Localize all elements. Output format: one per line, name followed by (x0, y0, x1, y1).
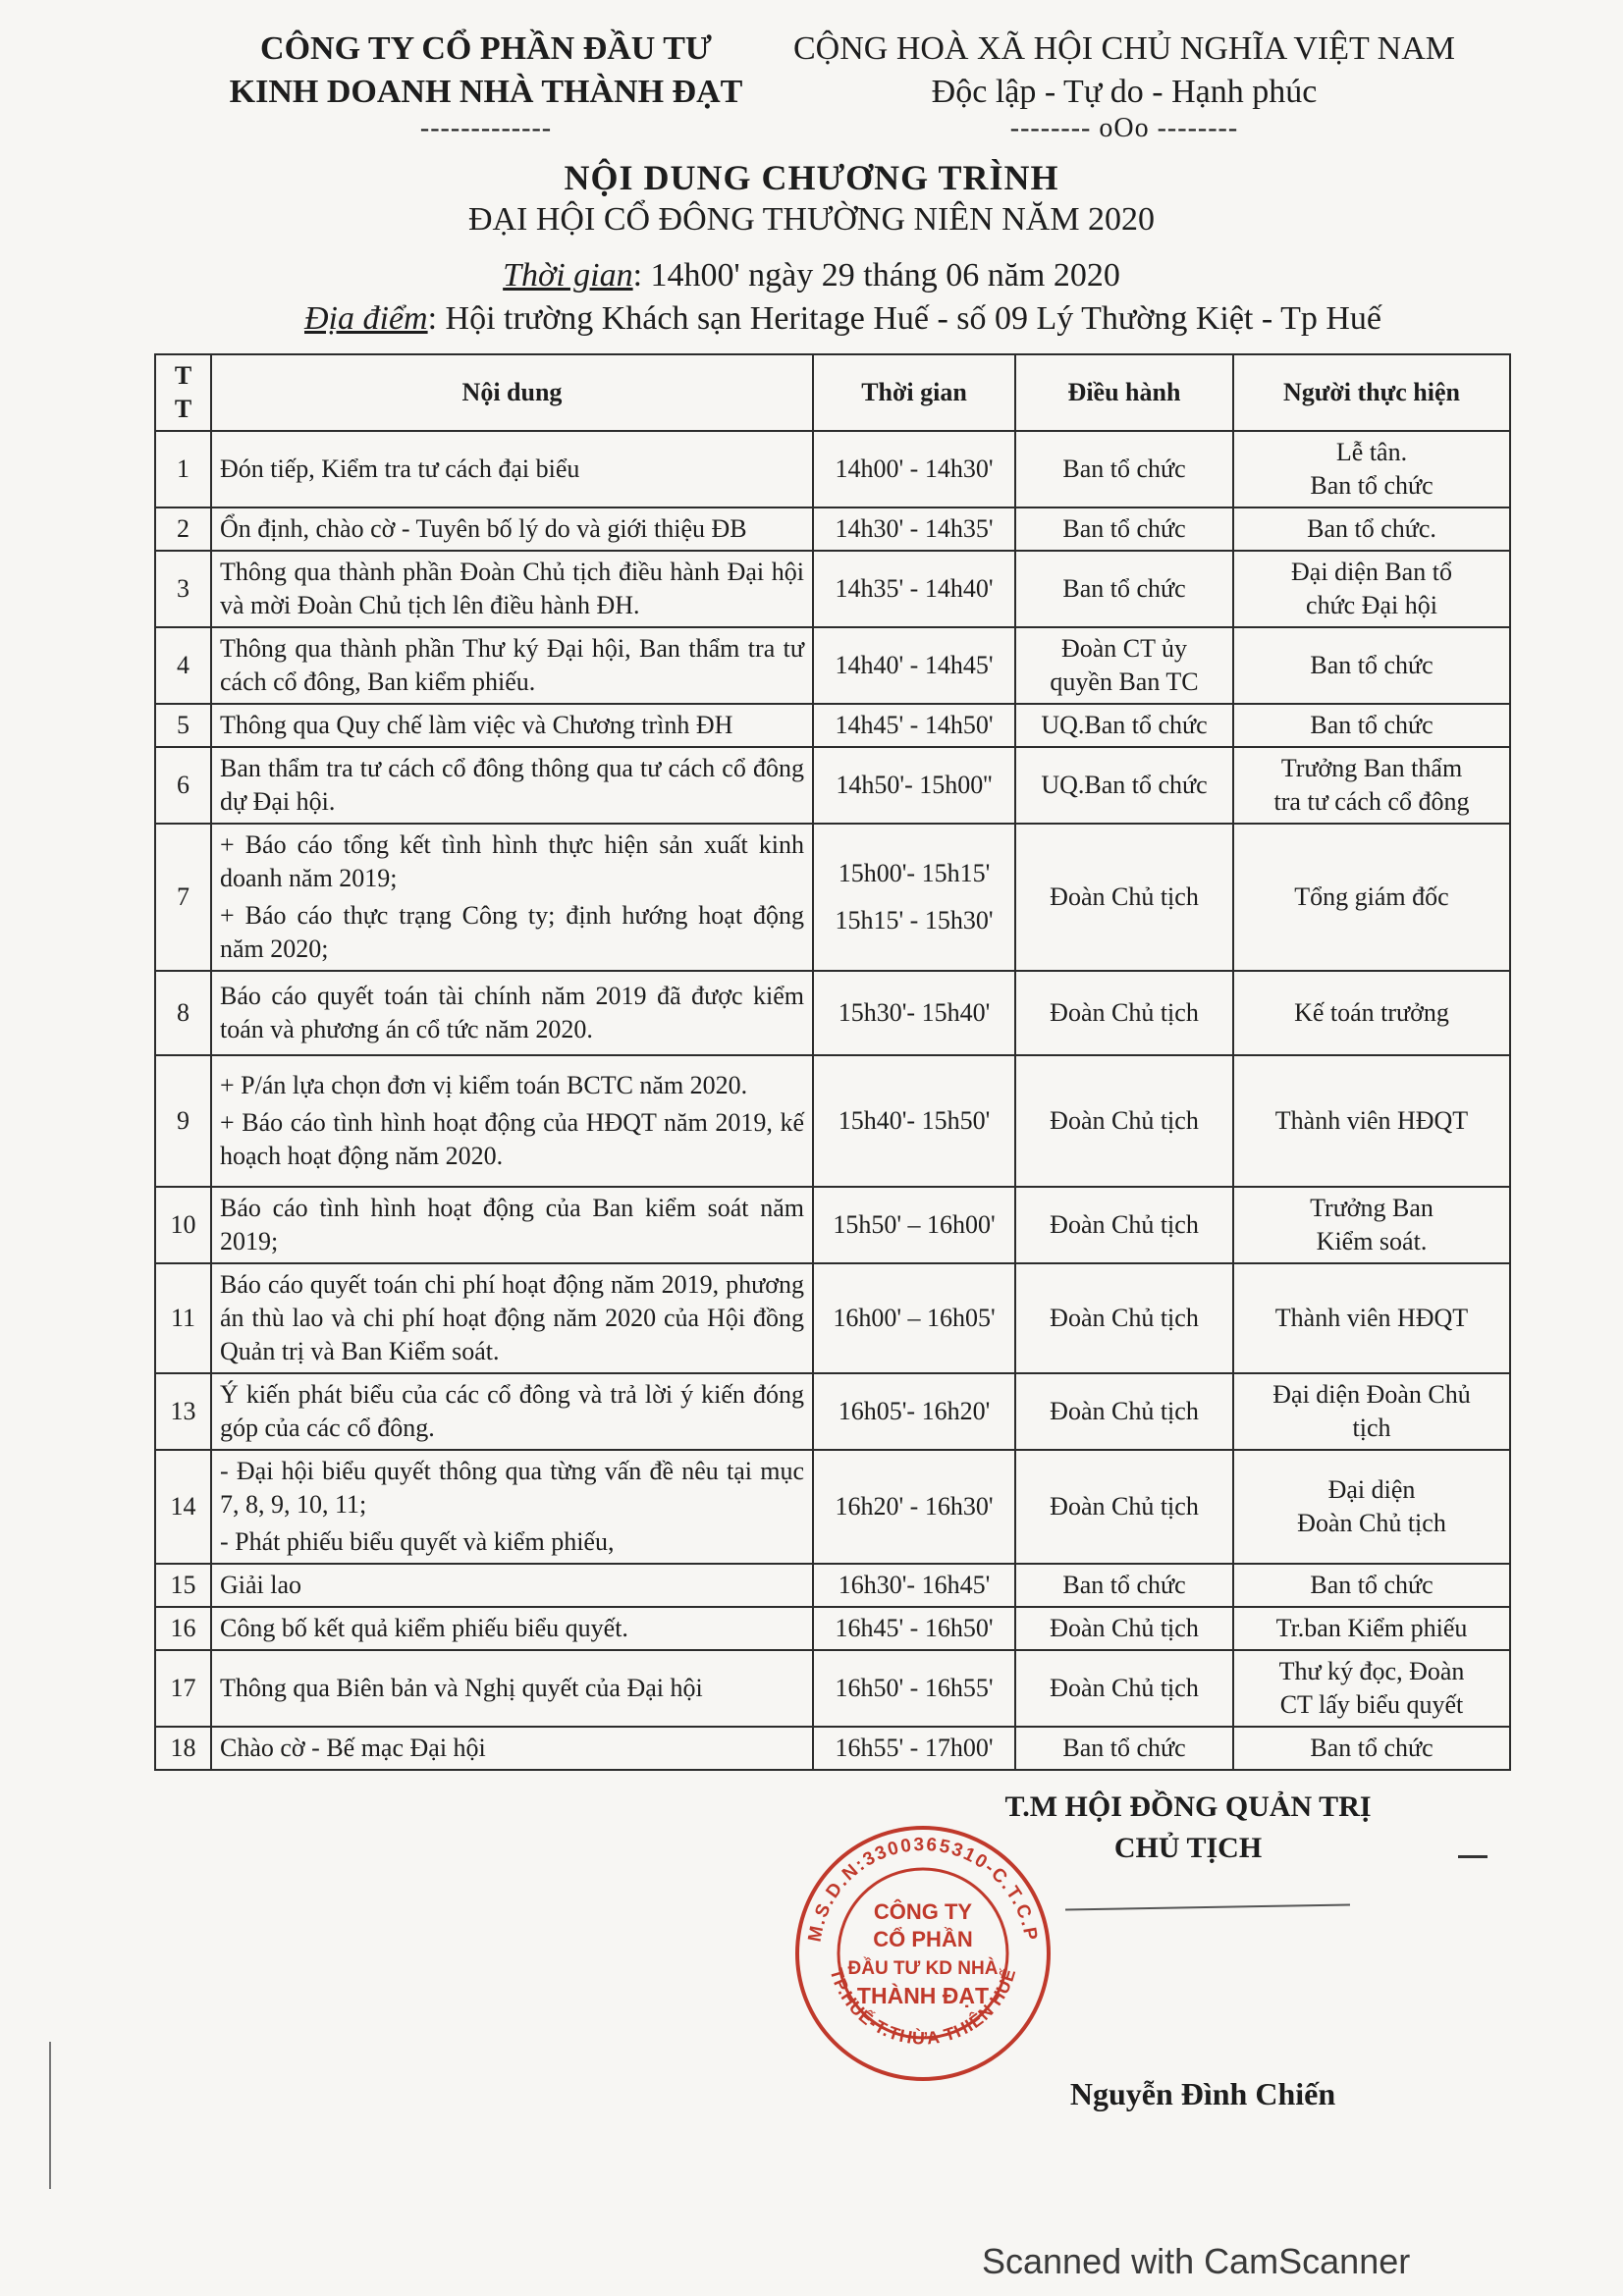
row-performer: Thành viên HĐQT (1233, 1055, 1510, 1187)
row-number: 2 (155, 507, 211, 551)
row-chair: Đoàn CT ủy quyền Ban TC (1015, 627, 1233, 704)
table-row (155, 747, 1510, 824)
signature-mark (1458, 1855, 1488, 1858)
row-chair: Đoàn Chủ tịch (1015, 1607, 1233, 1650)
meeting-place (304, 300, 1581, 338)
table-row (155, 1187, 1510, 1263)
row-number: 5 (155, 704, 211, 747)
row-time: 16h50' - 16h55' (813, 1650, 1015, 1727)
row-number: 11 (155, 1263, 211, 1373)
row-performer: Kế toán trưởng (1233, 971, 1510, 1055)
row-performer: Đại diện Ban tổ chức Đại hội (1233, 551, 1510, 627)
row-performer: Đại diện Đoàn Chủ tịch (1233, 1373, 1510, 1450)
row-performer: Ban tổ chức (1233, 1564, 1510, 1607)
row-time: 16h20' - 16h30' (813, 1450, 1015, 1564)
company-name-line2: KINH DOANH NHÀ THÀNH ĐẠT (229, 74, 743, 110)
row-chair: UQ.Ban tổ chức (1015, 747, 1233, 824)
row-number: 14 (155, 1450, 211, 1564)
row-content: Thông qua Quy chế làm việc và Chương trình ĐH (211, 704, 813, 747)
table-row (155, 704, 1510, 747)
row-chair: Ban tổ chức (1015, 431, 1233, 507)
agenda-body (155, 431, 1510, 1770)
place-value: : Hội trường Khách sạn Heritage Huế - số 09 Lý Thường Kiệt - Tp Huế (427, 300, 1382, 337)
chairman-label: CHỦ TỊCH (1113, 1832, 1263, 1864)
company-name-line1: CÔNG TY CỔ PHẦN ĐẦU TƯ (260, 30, 712, 67)
row-performer: Thư ký đọc, Đoàn CT lấy biểu quyết (1233, 1650, 1510, 1727)
nation-name: CỘNG HOÀ XÃ HỘI CHỦ NGHĨA VIỆT NAM (792, 30, 1455, 67)
row-time: 16h55' - 17h00' (813, 1727, 1015, 1770)
row-chair: Đoàn Chủ tịch (1015, 824, 1233, 971)
table-row (155, 507, 1510, 551)
row-content: Ban thẩm tra tư cách cổ đông thông qua tư cách cổ đông dự Đại hội. (211, 747, 813, 824)
row-number: 9 (155, 1055, 211, 1187)
row-chair: Đoàn Chủ tịch (1015, 1450, 1233, 1564)
table-header-row (155, 354, 1510, 431)
table-row (155, 431, 1510, 507)
table-row (155, 1650, 1510, 1727)
scanner-watermark: Scanned with CamScanner (982, 2241, 1411, 2281)
seal-line-1: CÔNG TY (873, 1899, 973, 1924)
table-row (155, 971, 1510, 1055)
row-performer: Ban tổ chức (1233, 627, 1510, 704)
seal-line-3: ĐẦU TƯ KD NHÀ (847, 1958, 999, 1979)
row-content: Công bố kết quả kiểm phiếu biểu quyết. (211, 1607, 813, 1650)
row-number: 8 (155, 971, 211, 1055)
row-time: 14h40' - 14h45' (813, 627, 1015, 704)
row-time: 15h30'- 15h40' (813, 971, 1015, 1055)
row-chair: Đoàn Chủ tịch (1015, 971, 1233, 1055)
row-content: + P/án lựa chọn đơn vị kiểm toán BCTC năm 2020. + Báo cáo tình hình hoạt động của HĐQT năm 2019, kế hoạch hoạt động năm 2020. (211, 1055, 813, 1187)
row-content: Đón tiếp, Kiểm tra tư cách đại biểu (211, 431, 813, 507)
agenda-table (154, 353, 1511, 1771)
row-chair: Ban tổ chức (1015, 1727, 1233, 1770)
table-row (155, 1373, 1510, 1450)
row-time: 15h00'- 15h15' 15h15' - 15h30' (813, 824, 1015, 971)
company-header (187, 27, 785, 143)
row-performer: Tổng giám đốc (1233, 824, 1510, 971)
row-time: 15h40'- 15h50' (813, 1055, 1015, 1187)
table-row (155, 1450, 1510, 1564)
row-time: 15h50' – 16h00' (813, 1187, 1015, 1263)
meeting-time (0, 257, 1623, 294)
row-performer: Tr.ban Kiểm phiếu (1233, 1607, 1510, 1650)
table-row (155, 1055, 1510, 1187)
row-performer: Trưởng Ban Kiểm soát. (1233, 1187, 1510, 1263)
row-number: 3 (155, 551, 211, 627)
row-chair: Ban tổ chức (1015, 507, 1233, 551)
signature-stroke (1065, 1903, 1350, 1910)
row-content: Giải lao (211, 1564, 813, 1607)
row-time: 14h35' - 14h40' (813, 551, 1015, 627)
signer-name: Nguyễn Đình Chiến (1069, 2076, 1336, 2111)
nation-divider: -------- oOo -------- (1009, 113, 1239, 143)
document-subtitle: ĐẠI HỘI CỔ ĐÔNG THƯỜNG NIÊN NĂM 2020 (467, 201, 1156, 238)
table-row (155, 1263, 1510, 1373)
row-performer: Thành viên HĐQT (1233, 1263, 1510, 1373)
row-chair: Đoàn Chủ tịch (1015, 1055, 1233, 1187)
row-content: Thông qua Biên bản và Nghị quyết của Đại hội (211, 1650, 813, 1727)
row-performer: Trưởng Ban thẩm tra tư cách cổ đông (1233, 747, 1510, 824)
scan-edge-line (49, 2042, 51, 2189)
row-chair: Đoàn Chủ tịch (1015, 1263, 1233, 1373)
table-row (155, 1564, 1510, 1607)
row-number: 7 (155, 824, 211, 971)
row-chair: Đoàn Chủ tịch (1015, 1650, 1233, 1727)
row-time: 14h45' - 14h50' (813, 704, 1015, 747)
row-content: + Báo cáo tổng kết tình hình thực hiện sản xuất kinh doanh năm 2019; + Báo cáo thực trạng Công ty; định hướng hoạt động năm 2020; (211, 824, 813, 971)
document-title: NỘI DUNG CHƯƠNG TRÌNH (564, 158, 1059, 197)
row-time: 16h30'- 16h45' (813, 1564, 1015, 1607)
company-divider: ------------- (419, 113, 553, 143)
header-tt: T T (155, 354, 211, 431)
row-chair: Đoàn Chủ tịch (1015, 1187, 1233, 1263)
row-number: 13 (155, 1373, 211, 1450)
row-content: Ý kiến phát biểu của các cổ đông và trả lời ý kiến đóng góp của các cổ đông. (211, 1373, 813, 1450)
row-content: Báo cáo tình hình hoạt động của Ban kiểm soát năm 2019; (211, 1187, 813, 1263)
row-time: 16h00' – 16h05' (813, 1263, 1015, 1373)
row-content: Báo cáo quyết toán tài chính năm 2019 đã được kiểm toán và phương án cổ tức năm 2020. (211, 971, 813, 1055)
row-chair: Ban tổ chức (1015, 1564, 1233, 1607)
board-label: T.M HỘI ĐỒNG QUẢN TRỊ (1004, 1790, 1372, 1823)
row-time: 16h45' - 16h50' (813, 1607, 1015, 1650)
nation-header (785, 27, 1463, 143)
table-row (155, 627, 1510, 704)
row-performer: Ban tổ chức (1233, 1727, 1510, 1770)
row-time: 14h00' - 14h30' (813, 431, 1015, 507)
row-content: Thông qua thành phần Thư ký Đại hội, Ban thẩm tra tư cách cổ đông, Ban kiểm phiếu. (211, 627, 813, 704)
time-label: Thời gian (503, 257, 633, 294)
row-number: 10 (155, 1187, 211, 1263)
row-performer: Ban tổ chức (1233, 704, 1510, 747)
time-value: : 14h00' ngày 29 tháng 06 năm 2020 (632, 257, 1120, 294)
row-content: Thông qua thành phần Đoàn Chủ tịch điều hành Đại hội và mời Đoàn Chủ tịch lên điều hành ĐH. (211, 551, 813, 627)
row-chair: UQ.Ban tổ chức (1015, 704, 1233, 747)
table-row (155, 1727, 1510, 1770)
row-number: 16 (155, 1607, 211, 1650)
header-content: Nội dung (211, 354, 813, 431)
row-time: 14h50'- 15h00'' (813, 747, 1015, 824)
seal-line-2: CỔ PHẦN (873, 1927, 973, 1951)
row-number: 17 (155, 1650, 211, 1727)
row-content: - Đại hội biểu quyết thông qua từng vấn đề nêu tại mục 7, 8, 9, 10, 11; - Phát phiếu biểu quyết và kiểm phiếu, (211, 1450, 813, 1564)
header-time: Thời gian (813, 354, 1015, 431)
row-chair: Đoàn Chủ tịch (1015, 1373, 1233, 1450)
seal-line-4: THÀNH ĐẠT (856, 1983, 990, 2008)
table-row (155, 551, 1510, 627)
place-label: Địa điểm (304, 300, 428, 337)
seal-ring-top: M.S.D.N:3300365310-C.T.C.P (804, 1834, 1042, 1944)
row-performer: Ban tổ chức. (1233, 507, 1510, 551)
row-number: 1 (155, 431, 211, 507)
header-performer: Người thực hiện (1233, 354, 1510, 431)
nation-motto: Độc lập - Tự do - Hạnh phúc (931, 74, 1318, 110)
table-row (155, 824, 1510, 971)
row-chair: Ban tổ chức (1015, 551, 1233, 627)
row-performer: Đại diện Đoàn Chủ tịch (1233, 1450, 1510, 1564)
seal-ring-bottom: TP.HUẾ-T.THỪA THIÊN HUẾ (826, 1965, 1020, 2049)
row-content: Báo cáo quyết toán chi phí hoạt động năm 2019, phương án thù lao và chi phí hoạt động năm 2020 của Hội đồng Quản trị và Ban Kiểm soát. (211, 1263, 813, 1373)
row-performer: Lễ tân. Ban tổ chức (1233, 431, 1510, 507)
company-seal (790, 1821, 1055, 2086)
header-chair: Điều hành (1015, 354, 1233, 431)
row-content: Ổn định, chào cờ - Tuyên bố lý do và giới thiệu ĐB (211, 507, 813, 551)
row-number: 6 (155, 747, 211, 824)
row-number: 18 (155, 1727, 211, 1770)
row-number: 4 (155, 627, 211, 704)
row-time: 16h05'- 16h20' (813, 1373, 1015, 1450)
row-content: Chào cờ - Bế mạc Đại hội (211, 1727, 813, 1770)
table-row (155, 1607, 1510, 1650)
row-time: 14h30' - 14h35' (813, 507, 1015, 551)
row-number: 15 (155, 1564, 211, 1607)
